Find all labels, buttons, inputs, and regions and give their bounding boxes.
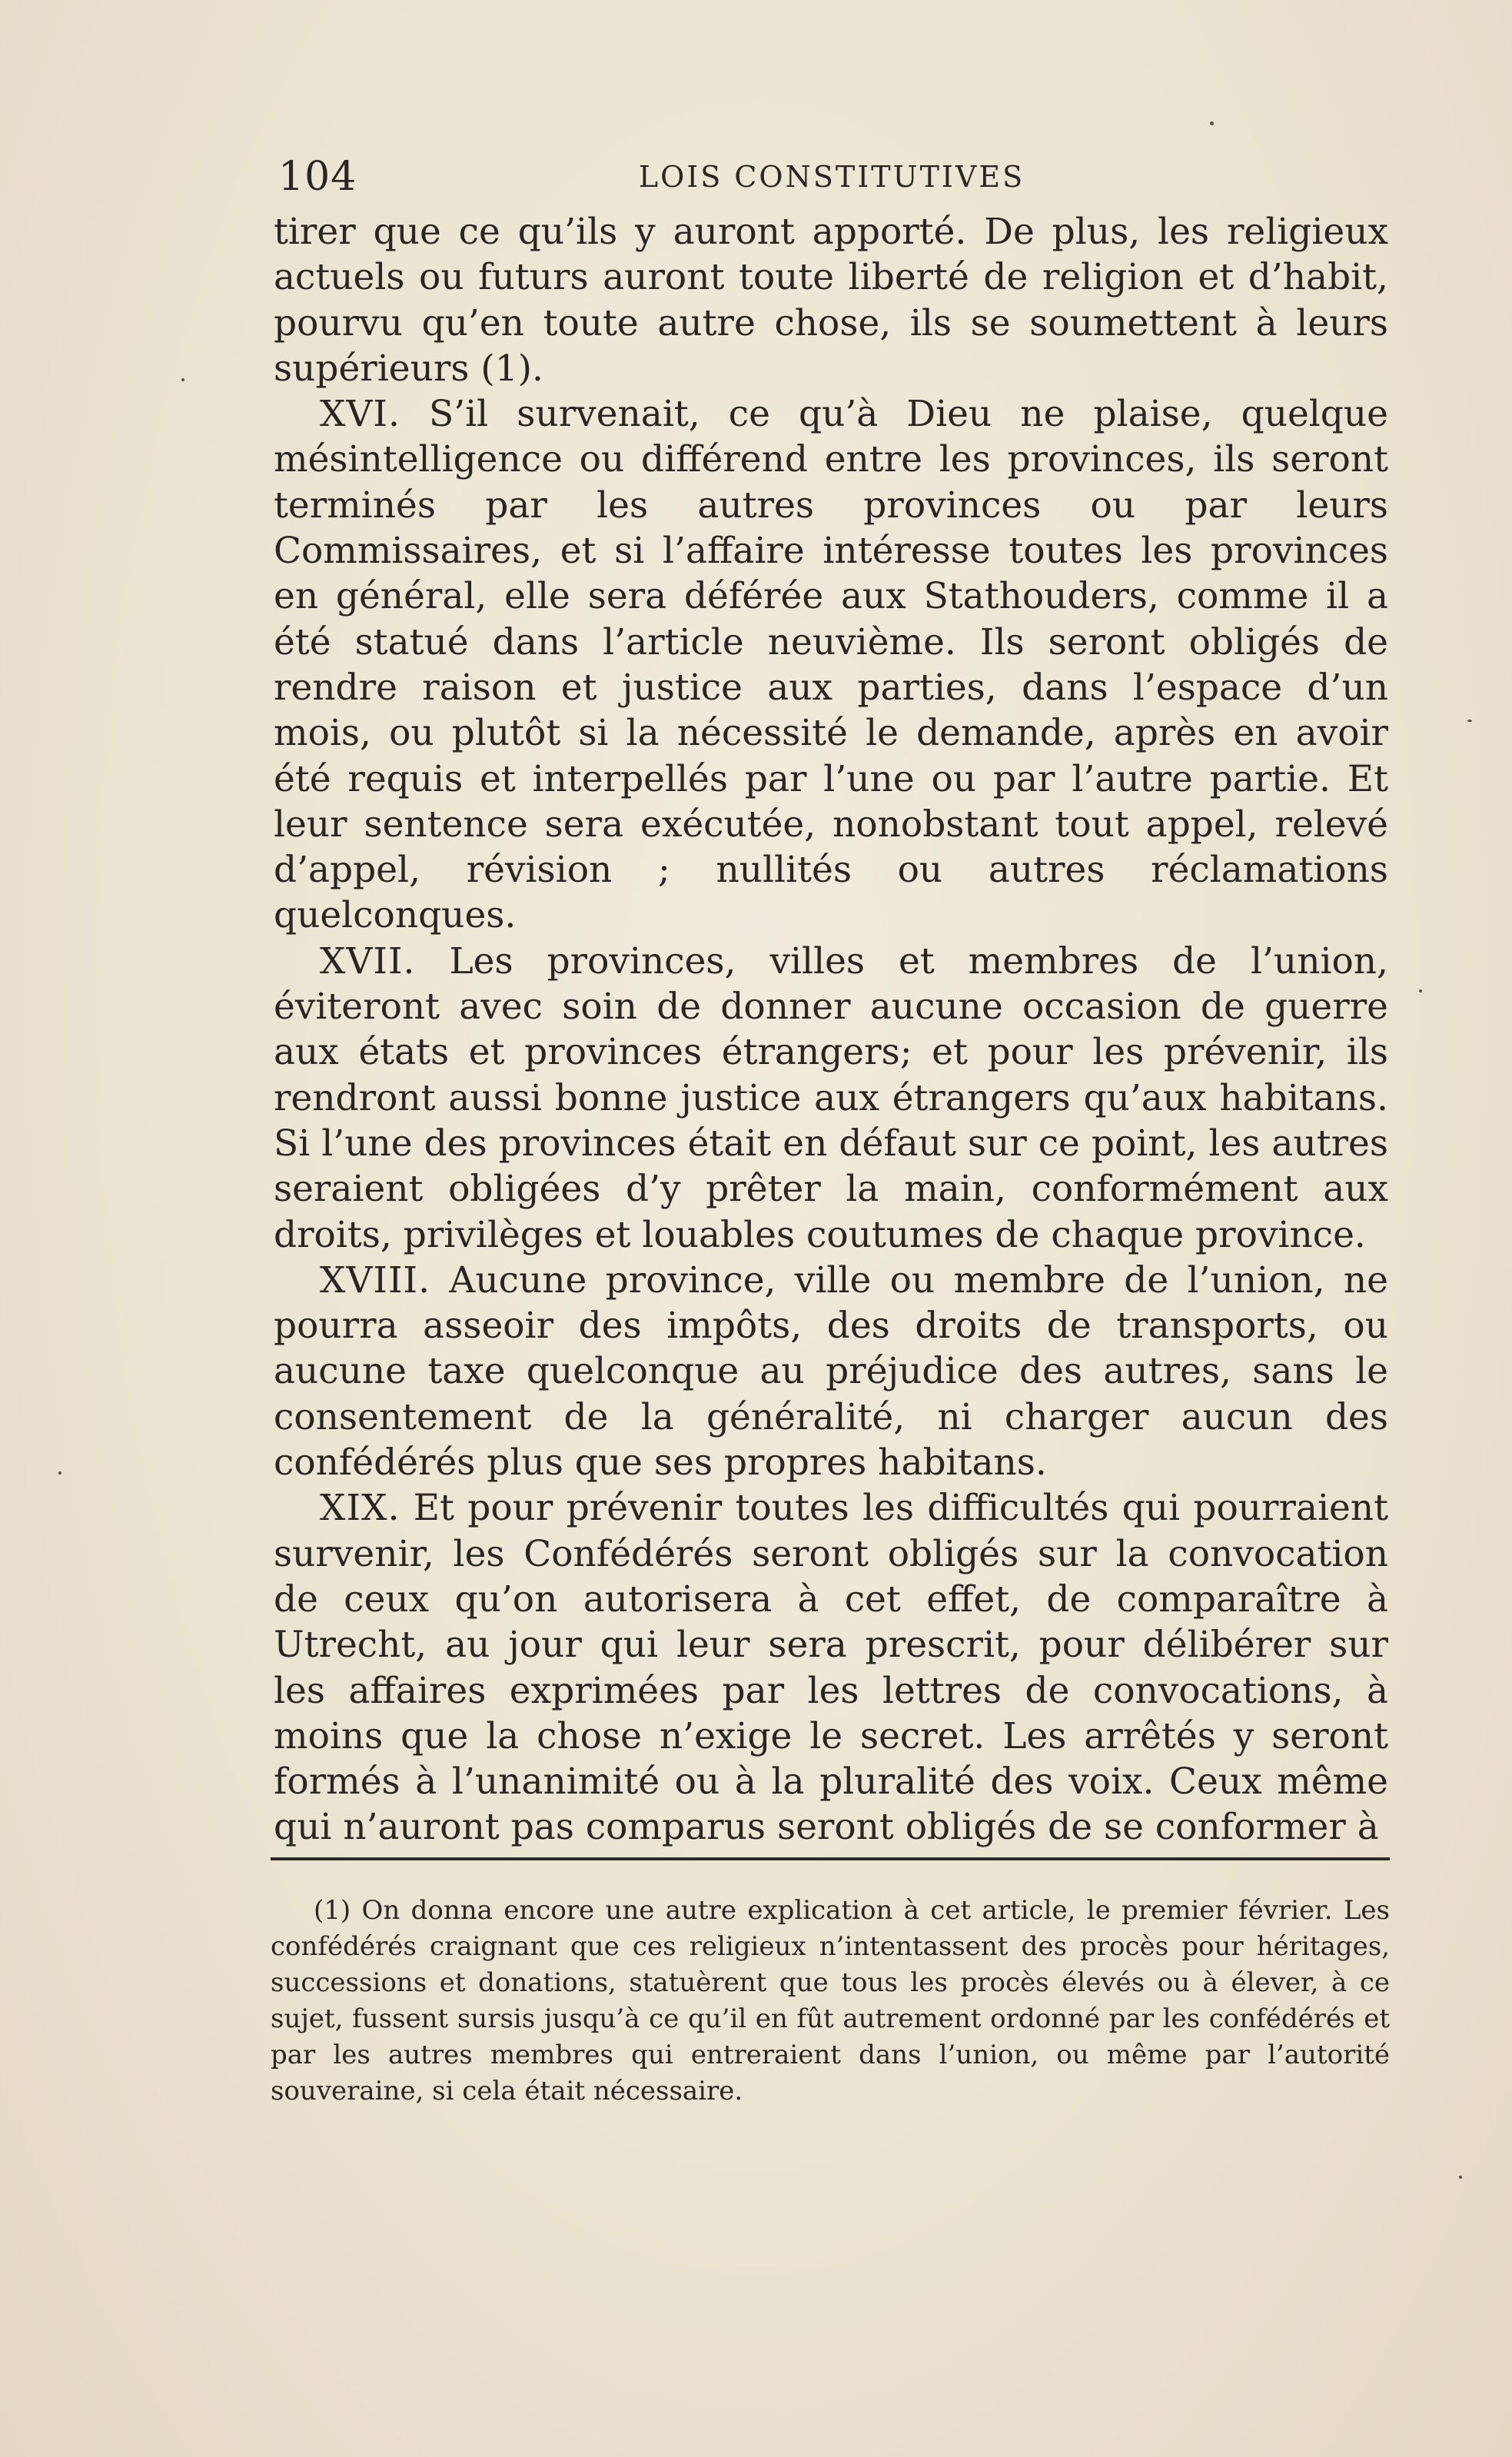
article-xvi xyxy=(274,391,1388,939)
footnote xyxy=(271,1893,1390,2110)
paper-speck xyxy=(1419,989,1422,992)
running-title: LOIS CONSTITUTIVES xyxy=(638,160,1025,194)
article-text: Aucune province, ville ou membre de l’union, ne pourra asseoir des impôts, des droits de transports, ou aucune taxe quelconque au préjudice des autres, sans le consentement de la généralité, ni charger aucun des confédérés plus que ses propres habitans. xyxy=(274,1258,1388,1485)
paragraph-continuation: tirer que ce qu’ils y auront apporté. De plus, les religieux actuels ou futurs auront toute liberté de religion et d’habit, pourvu qu’en toute autre chose, ils se soumettent à leurs supérieurs (1). xyxy=(274,211,1388,390)
paper-speck xyxy=(58,1471,61,1475)
article-text: S’il survenait, ce qu’à Dieu ne plaise, quelque mésintelligence ou différend entre les provinces, ils seront terminés par les autres provinces ou par leurs Commissaires, et si l’affaire intéresse toutes les provinces en général, elle sera déférée aux Stathouders, comme il a été statué dans l’article neuvième. Ils seront obligés de rendre raison et justice aux parties, dans l’espace d’un mois, ou plutôt si la nécessité le demande, après en avoir été requis et interpellés par l’une ou par l’autre partie. Et leur sentence sera exécutée, nonobstant tout appel, relevé d’appel, révision ; nullités ou autres réclamations quelconques. xyxy=(274,393,1388,937)
paper-speck xyxy=(1459,2176,1462,2179)
article-number: XIX. xyxy=(320,1487,400,1530)
main-text xyxy=(274,209,1388,1850)
page-number: 104 xyxy=(278,154,357,200)
article-text: Les provinces, villes et membres de l’union, éviteront avec soin de donner aucune occasion de guerre aux états et provinces étrangers; et pour les prévenir, ils rendront aussi bonne justice aux étrangers qu’aux habitans. Si l’une des provinces était en défaut sur ce point, les autres seraient obligées d’y prêter la main, conformément aux droits, privilèges et louables coutumes de chaque province. xyxy=(274,939,1388,1256)
article-number: XVII. xyxy=(320,939,416,982)
article-number: XVI. xyxy=(320,393,400,436)
article-number: XVIII. xyxy=(320,1258,431,1302)
paper-speck xyxy=(1210,121,1214,125)
article-xvii xyxy=(274,939,1388,1258)
article-text: Et pour prévenir toutes les difficultés qui pourraient survenir, les Confédérés seront obligés sur la convocation de ceux qu’on autorisera à cet effet, de comparaître à Utrecht, au jour qui leur sera prescrit, pour délibérer sur les affaires exprimées par les lettres de convocations, à moins que la chose n’exige le secret. Les arrêtés y seront formés à l’unanimité ou à la pluralité des voix. Ceux même qui n’auront pas comparus seront obligés de se conformer à xyxy=(274,1487,1388,1849)
paper-speck xyxy=(181,378,184,381)
article-xviii xyxy=(274,1258,1388,1485)
article-xix xyxy=(274,1485,1388,1850)
footnote-text: (1) On donna encore une autre explication à cet article, le premier février. Les confédérés craignant que ces religieux n’intentassent des procès pour héritages, successions et donations, statuèrent que tous les procès élevés ou à élever, à ce sujet, fussent sursis jusqu’à ce qu’il en fût autrement ordonné par les confédérés et par les autres membres qui entreraient dans l’union, ou même par l’autorité souveraine, si cela était nécessaire. xyxy=(271,1895,1390,2106)
footnote-rule xyxy=(271,1857,1390,1860)
running-head xyxy=(278,154,1385,208)
paper-speck xyxy=(1467,720,1472,722)
